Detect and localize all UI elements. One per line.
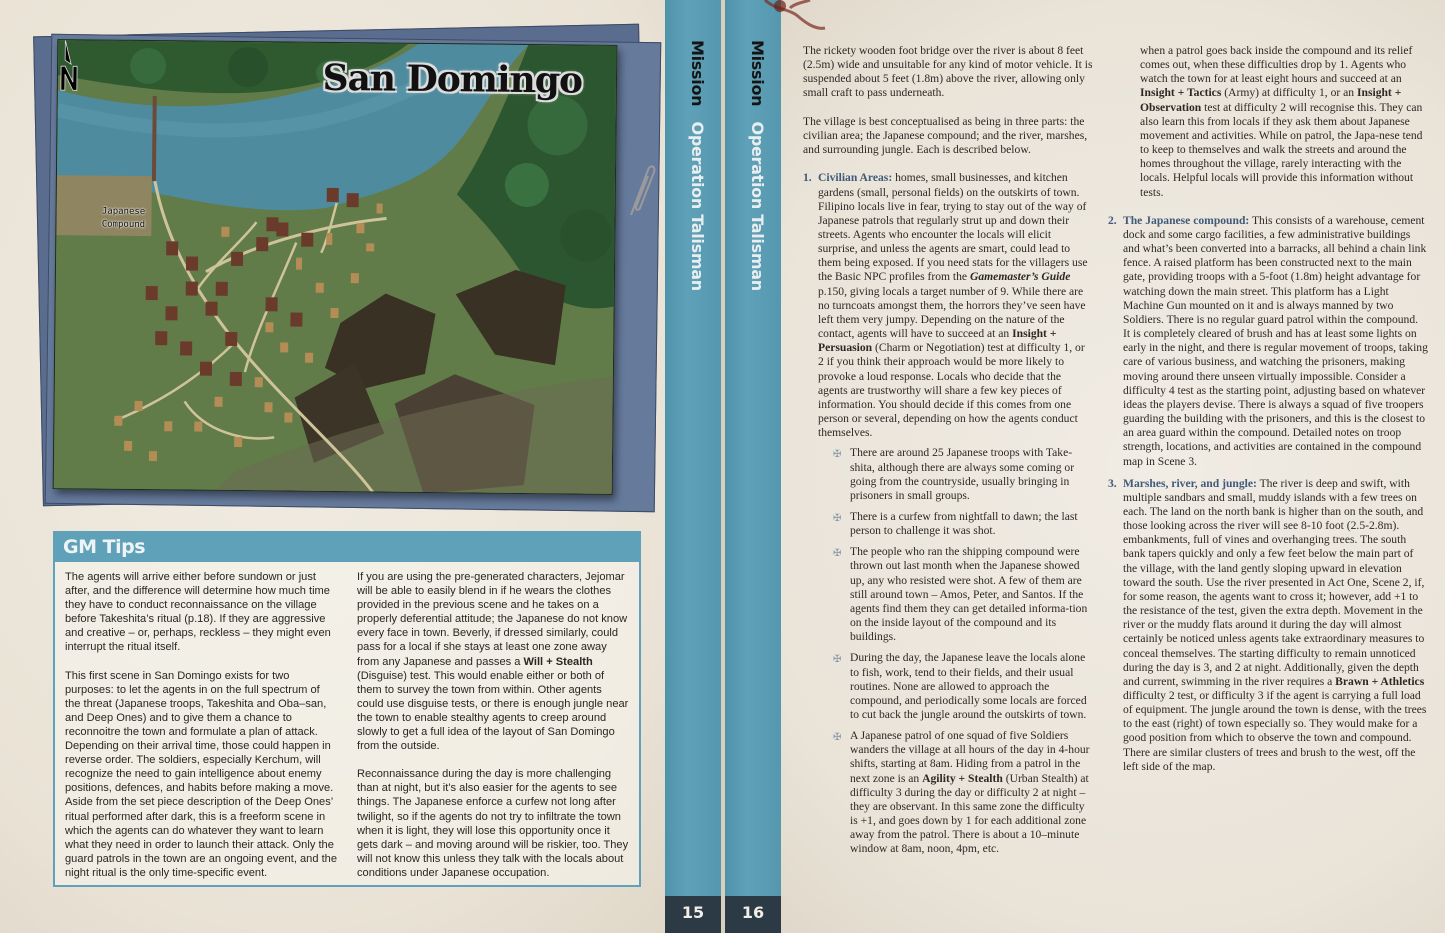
bullet-text: During the day, the Japanese leave the locals alone to fish, work, tend to their fields, and their usual routines. None are allowed to approach the compound, and periodically some locals are forced to cut back the jungle around the outskirts of town. (850, 651, 1087, 721)
test-name: Agility + Stealth (922, 771, 1003, 785)
test-name: Brawn + Athletics (1335, 674, 1425, 688)
test-name: Will + Stealth (523, 655, 593, 668)
paragraph: Reconnaissance during the day is more challenging than at night, but it’s also easier for the agents to see things. The Japanese enforce a curfew not long after twilight, so if the agents do not try to infiltrate the town when it is light, they will lose this opportunity once it gets dark – and moving around will be riskier, too. They will not know this unless they talk with the locals about conditions under Japanese occupation. (357, 768, 629, 879)
gm-tips-title: GM Tips (55, 533, 639, 562)
cross-bullet-icon: ✠ (833, 654, 842, 666)
numbered-item-civilian-areas (803, 171, 1093, 863)
item-heading: Civilian Areas: (818, 171, 893, 185)
left-spine-banner (665, 0, 721, 900)
text-run: when a patrol goes back inside the compound and its relief comes out, when these difficulties drop by 1. Agents who watch the town for at least eight hours and succeed at an (1140, 44, 1413, 86)
gm-tips-column (357, 570, 629, 894)
bullet-item (833, 545, 1093, 644)
text-run: This consists of a warehouse, cement dock and some cargo facilities, a few administrative buildings and what’s been converted into a barracks, all behind a chain link fence. A raised platform has been constructed next to the main gate, providing troops with a 5-foot (1.8m) height advantage for watching down the main street. This platform has a Light Machine Gun mounted on it and is always manned by two Soldiers. There is no regular guard patrol within the compound. It is completely cleared of brush and has at least some lights on early in the night, and there is regular movement of troops, taking care of various business, and watching the prisoners, making moving around there unseen virtually impossible. Consider a difficulty 4 test as the starting point, adjusting based on whatever ideas the players devise. There is always a squad of five troopers guarding the building with the prisoners, and this is the closest to an area guard within the compound. Detailed notes on troop strength, locations, and activities are contained in the compound map in Scene 3. (1123, 213, 1428, 468)
book-title: Gamemaster’s Guide (969, 270, 1071, 284)
bullet-item (833, 510, 1093, 538)
text-run: The river is deep and swift, with multiple sandbars and small, muddy islands with a few trees on each. The land on the north bank is higher than on the south, and those looking across the river will see 8-10 foot (2.5-2.8m). embankments, full of vines and overhanging trees. The south bank tapers quickly and only a few feet below the main part of the village, with the land gently sloping upward in elevation toward the south. Use the river presented in Act One, Scene 2, if, for some reason, the agents want to cross it; however, add +1 to the resistance of the test, given the extra depth. Movement in the river or the muddy flats around it during the day will almost certainly be noticed unless agents take extraordinary measures to conceal themselves. The starting difficulty to remain unnoticed during the day is 3, and 2 at night. Additionally, given the depth and current, swimming in the river requires a (1123, 476, 1425, 688)
numbered-item-marshes-river-jungle (1108, 477, 1428, 774)
text-run: test at difficulty 2 will recognise this. They can also learn this from locals if they ask them about Japanese movement and activities. While on patrol, the Japa-nese tend to keep to themselves and walk the streets and around the homes throughout the village, rarely interacting with the locals. Helpful locals will provide this information without tests. (1140, 100, 1423, 199)
map-title: San Domingo (322, 56, 583, 102)
spine-title: Operation Talisman (688, 121, 707, 291)
page-number-right: 16 (725, 896, 781, 933)
page-number-left: 15 (665, 896, 721, 933)
paragraph: The rickety wooden foot bridge over the river is about 8 feet (2.5m) wide and unsuitable for any kind of motor vehicle. It is suspended about 5 feet (1.8m) above the river, allowing only small craft to pass underneath. (803, 44, 1093, 100)
spine-text (739, 40, 767, 300)
bullet-item (833, 446, 1093, 503)
blood-splatter-decoration (760, 0, 830, 40)
text-run: homes, small businesses, and kitchen gardens (small, personal fields) on the outskirts of town. Filipino locals live in fear, trying to stay out of the way of Japanese patrols that regularly strut up and down their streets. Agents who encounter the locals will elicit surprise, and unless the agents are smart, could lead to them being exposed. If you need stats for the villagers use the Basic NPC profiles from the (818, 171, 1088, 284)
bullet-item (833, 651, 1093, 722)
gm-tips-column (65, 570, 337, 894)
paragraph: The agents will arrive either before sundown or just after, and the difference will determine how much time they have to conduct reconnaissance on the village before Takeshita’s ritual (p.18). If they are aggressive and creative – or, perhaps, reckless – they might even interrupt the ritual itself. (65, 571, 331, 654)
spine-section: Mission (688, 40, 707, 107)
cross-bullet-icon: ✠ (833, 732, 842, 744)
spine-title: Operation Talisman (748, 121, 767, 291)
text-run: (Army) at difficulty 1, or an (1221, 86, 1357, 100)
map-illustration (54, 40, 618, 495)
north-arrow-icon (58, 40, 81, 92)
right-spine-banner (725, 0, 781, 900)
item-heading: Marshes, river, and jungle: (1123, 476, 1257, 490)
paragraph: The village is best conceptualised as being in three parts: the civilian area; the Japanese compound; and the river, marshes, and surrounding jungle. Each is described below. (803, 114, 1088, 157)
bullet-text: There is a curfew from nightfall to dawn; the last person to challenge it was shot. (850, 509, 1078, 538)
cross-bullet-icon: ✠ (833, 548, 842, 560)
test-name: Insight + Tactics (1140, 86, 1222, 100)
bullet-item (833, 729, 1093, 856)
paragraph: This first scene in San Domingo exists for two purposes: to let the agents in on the full spectrum of the threat (Japanese troops, Takeshita and Oba–san, and Deep Ones) and to give them a chance to reconnoitre the town and formulate a plan of attack. Depending on their arrival time, those could happen in reverse order. The soldiers, especially Kerchum, will recognize the need to gain intelligence about enemy positions, defences, and habits before making a move. Aside from the set piece description of the Deep Ones’ ritual performed after dark, this is a freeform scene in which the agents can do whatever they want to learn what they need in order to launch their attack. Only the guard patrols in the town are an ongoing event, and the night ritual is the only time-specific event. (65, 669, 337, 879)
compound-label-line: Compound (101, 219, 146, 231)
bullet-text: There are around 25 Japanese troops with Take-shita, although there are always some coming or going from the countryside, usually bringing in prisoners in small groups. (850, 446, 1075, 502)
text-run: (Disguise) test. This would enable either or both of them to survey the town from within. Other agents could use disguise tests, or there is enough jungle near the town to enable stealthy agents to creep around slowly to get a full idea of the layout of San Domingo from the outside. (357, 669, 629, 753)
numbered-item-japanese-compound (1108, 214, 1428, 469)
san-domingo-map (53, 39, 618, 495)
test-name: Insight + Persuasion (818, 327, 1057, 355)
paragraph (357, 570, 629, 753)
compound-label-line: Japanese (101, 206, 146, 218)
paragraph (1108, 44, 1428, 200)
bullet-text: The people who ran the shipping compound were thrown out last month when the Japanese showed up, any who resisted were shot. A few of them are still around town – Amos, Peter, and Santos. If the agents find them they can get detailed informa-tion on the inside layout of the compound and its buildings. (850, 545, 1088, 644)
cross-bullet-icon: ✠ (833, 449, 842, 461)
text-run: (Charm or Negotiation) test at difficulty 1, or 2 if you think their approach would be more likely to provoke a loud response. Locals who decide that the agents are trustworthy will share a few key pieces of information. You should decide if this comes from one person or several, depending on how the agents conduct themselves. (818, 341, 1085, 440)
text-run: If you are using the pre-generated characters, Jejomar will be able to easily blend in if he wears the clothes provided in the previous scene and he takes on a properly deferential attitude; the Japanese do not know every face in town. Beverly, if dressed similarly, could pass for a local if she stays at least one zone away from any Japanese and passes a (357, 571, 628, 668)
text-run: A Japanese patrol of one squad of five Soldiers wanders the village at all hours of the day in 4-hour shifts, starting at 8am. Hiding from a patrol in the next zone is an (850, 729, 1090, 785)
right-column-1 (803, 44, 1093, 872)
text-run: p.150, giving locals a target number of 9. While there are no turncoats amongst them, the horrors they’ve seen have left them very jumpy. Depending on the nature of the contact, agents will have to succeed at an (818, 284, 1086, 341)
text-run: (Urban Stealth) at difficulty 3 during the day or difficulty 2 at night – they are observant. In this same zone the difficulty is +1, and goes down by 1 for each additional zone away from the patrol. There is about a 10–minute window at 8am, noon, 4pm, etc. (850, 771, 1089, 856)
paperclip-icon (626, 160, 656, 220)
cross-bullet-icon: ✠ (833, 512, 842, 524)
item-number: 3. (1108, 476, 1117, 490)
item-number: 2. (1108, 213, 1117, 227)
item-number: 1. (803, 171, 812, 185)
spine-text (679, 40, 707, 300)
right-column-2 (1108, 44, 1428, 782)
gm-tips-box (53, 531, 641, 887)
item-heading: The Japanese compound: (1123, 213, 1250, 227)
compound-label (78, 205, 168, 232)
spine-section: Mission (748, 40, 767, 107)
text-run: difficulty 2 test, or difficulty 3 if the agent is carrying a full load of equipment. The jungle around the town is dense, with the trees to the east (right) of town especially so. They would make for a good position from which to observe the town and compound. There are similar clusters of trees and brush to the west, off the left side of the map. (1123, 689, 1427, 773)
bullet-list (833, 446, 1093, 856)
test-name: Insight + Observation (1140, 86, 1402, 114)
